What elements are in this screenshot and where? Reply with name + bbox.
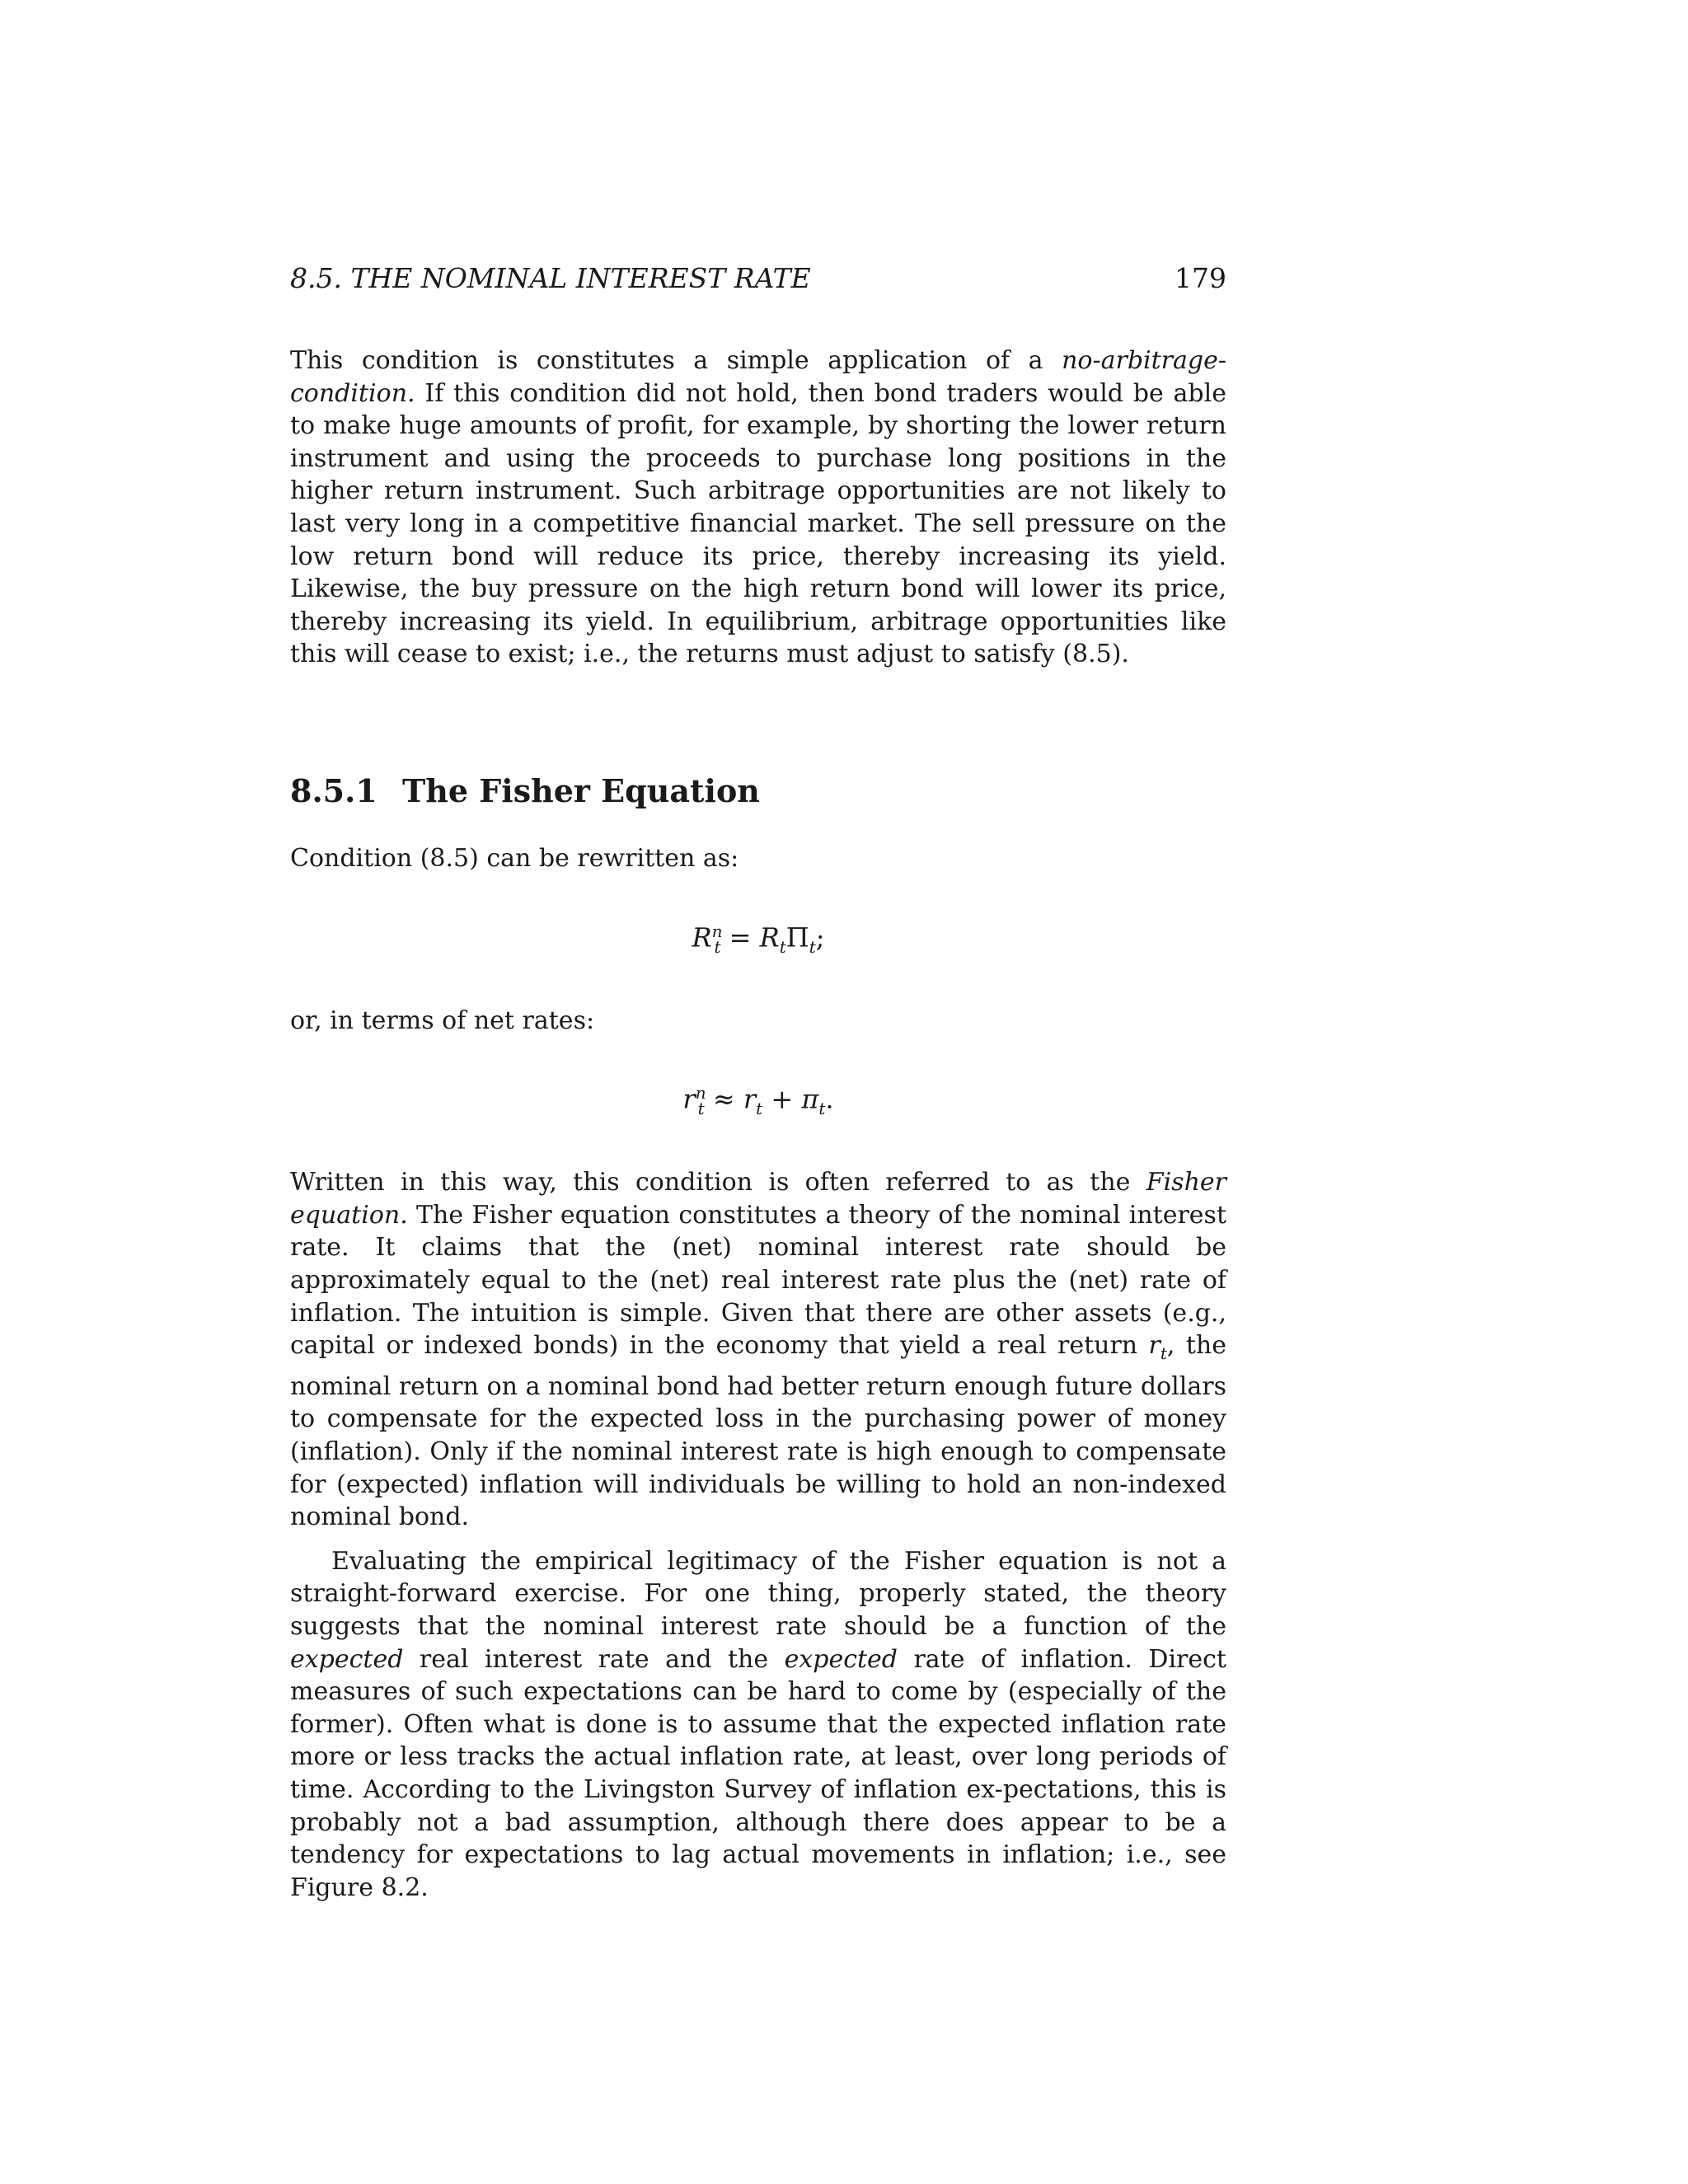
eq-symbol: Π [785,921,809,954]
paragraph-text: This condition is constitutes a simple application of a [290,346,1062,375]
paragraph-text: rate of inflation. Direct measures of such expectations can be hard to come by (especially of the former). Often what is done is to assume that the expected inflation rate more or less tracks the actual inflation rate, at least, over long periods of time. According to the Livingston Survey of inflation ex-pectations, this is probably not a bad assumption, although there does appear to be a tendency for expectations to lag actual movements in inflation; i.e., see Figure 8.2. [290,1644,1226,1902]
paragraph-no-arbitrage [290,344,1226,671]
emphasis-term: expected [290,1644,404,1674]
eq-punctuation: ; [815,921,825,954]
math-subscript: t [1160,1343,1167,1364]
eq-subscript: t [809,936,816,957]
eq-subscript: t [714,936,721,957]
equation-intro: Condition (8.5) can be rewritten as: [290,843,739,873]
eq-operator: = [720,921,760,954]
eq-subscript: t [756,1099,763,1119]
math-symbol: r [1148,1331,1160,1361]
running-header-title: 8.5. THE NOMINAL INTEREST RATE [290,262,811,294]
paragraph-text: If this condition did not hold, then bond traders would be able to make huge amounts of profit, for example, by shorting the lower return instrument and using the proceeds to purchase long positions in the higher return instrument. Such arbitrage opportunities are not likely to last very long in a competitive financial market. The sell pressure on the low return bond will reduce its price, thereby increasing its yield. Likewise, the buy pressure on the high return bond will lower its price, thereby increasing its yield. In equilibrium, arbitrage opportunities like this will cease to exist; i.e., the returns must adjust to satisfy (8.5). [290,378,1226,669]
emphasis-term: Fisher equation. [290,1168,1226,1230]
paragraph-text: Written in this way, this condition is often referred to as the [290,1168,1146,1197]
equation-fisher-gross [290,913,1226,965]
eq-symbol: r [743,1083,757,1115]
inline-math [1148,1331,1167,1364]
paragraph-text: , the nominal return on a nominal bond had better return enough future dollars to compensate for the expected loss in the purchasing power of money (inflation). Only if the nominal interest rate is high enough to compensate for (expected) inflation will individuals be willing to hold an non-indexed nominal bond. [290,1331,1227,1532]
page-number: 179 [1175,262,1226,294]
eq-symbol: r [682,1083,696,1115]
paragraph-text: real interest rate and the [403,1644,785,1674]
emphasis-term: expected [784,1644,898,1674]
page [290,255,1226,1904]
paragraph-fisher-equation [290,1166,1226,1534]
eq-operator: + [762,1083,802,1115]
eq-subscript: t [818,1099,826,1119]
paragraph-text: The Fisher equation constitutes a theory of the nominal interest rate. It claims that the (net) nominal interest rate should be approximately equal to the (net) real interest rate plus the (net) rate of inflation. The intuition is simple. Given that there are other assets (e.g., capital or indexed bonds) in the economy that yield a real return [290,1200,1226,1361]
eq-symbol: R [759,921,780,954]
eq-symbol: π [801,1083,819,1115]
eq-symbol: R [692,921,712,954]
eq-operator: ≈ [704,1083,743,1115]
eq-subscript: t [779,936,786,957]
section-number: 8.5.1 [290,771,377,809]
eq-superscript: n [695,1083,706,1104]
eq-superscript: n [711,921,723,941]
section-heading [290,768,1226,814]
paragraph-empirical [290,1545,1226,1905]
emphasis-term: no-arbitrage-condition. [290,346,1226,408]
eq-punctuation: . [825,1083,834,1115]
equation-intro: or, in terms of net rates: [290,1005,595,1035]
eq-subscript: t [697,1099,705,1119]
running-header [290,255,1226,302]
paragraph-text: Evaluating the empirical legitimacy of the Fisher equation is not a straight-forward exercise. For one thing, properly stated, the theory suggests that the nominal interest rate should be a function of the [290,1546,1226,1641]
equation-fisher-net [290,1075,1226,1127]
section-title: The Fisher Equation [402,771,760,809]
